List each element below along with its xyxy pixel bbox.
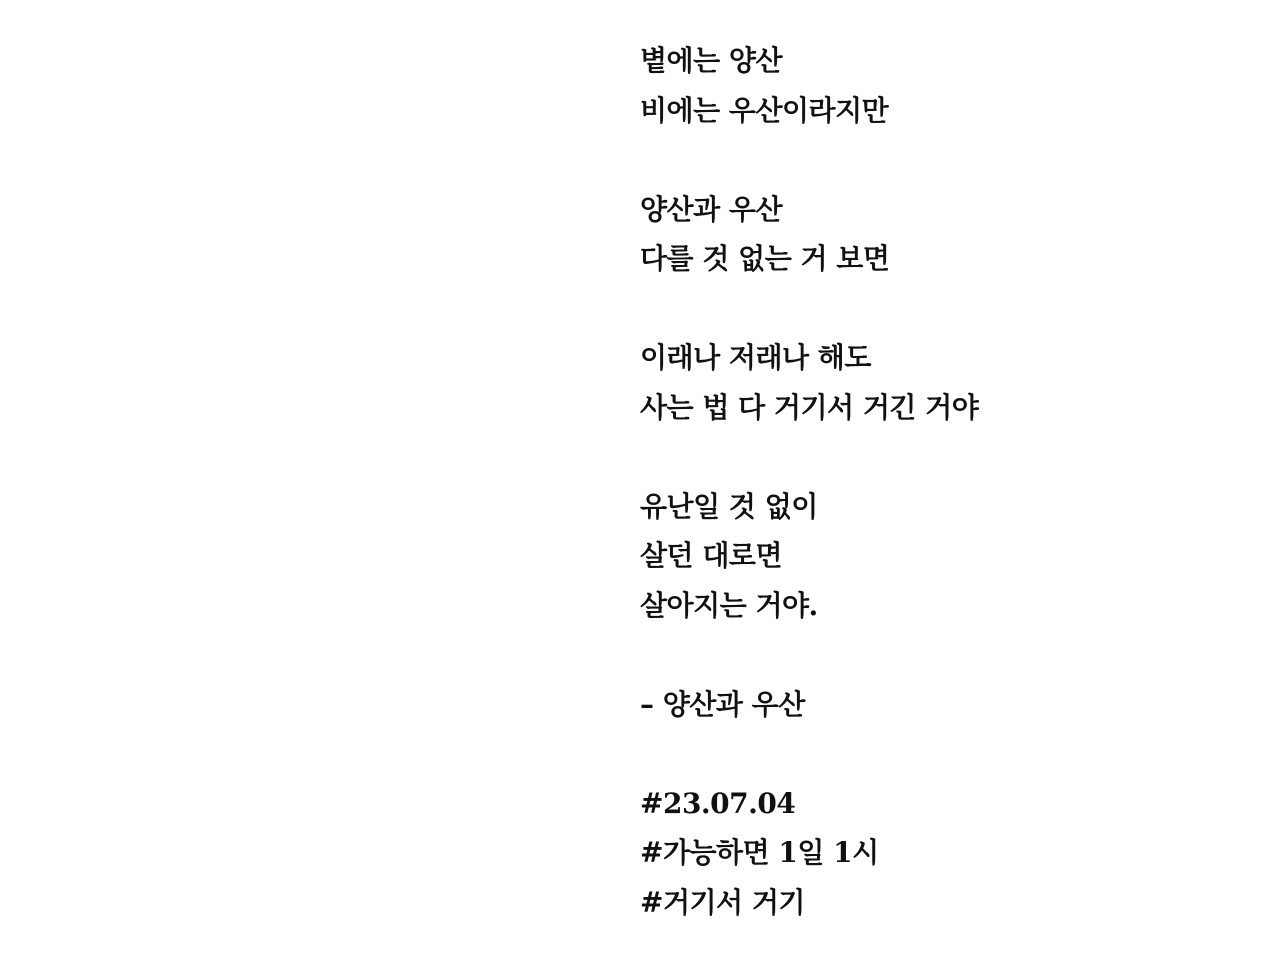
poem-text [640, 36, 1260, 927]
poem-line: 유난일 것 없이 [640, 489, 818, 523]
stanza-gap [640, 630, 1260, 680]
stanza-gap [640, 729, 1260, 779]
stanza-gap [640, 432, 1260, 482]
hashtag: #거기서 거기 [640, 885, 805, 919]
poem-line: 사는 법 다 거기서 거긴 거야 [640, 390, 979, 424]
stanza-1 [640, 36, 1260, 135]
hashtags [640, 779, 1260, 928]
poem-line: 볕에는 양산 [640, 44, 782, 77]
stanza-gap [640, 135, 1260, 185]
poem-line: 비에는 우산이라지만 [640, 93, 889, 127]
poem-line: 양산과 우산 [640, 192, 782, 226]
poem-signature: – 양산과 우산 [640, 687, 805, 721]
poem-line: 이래나 저래나 해도 [640, 341, 871, 374]
stanza-2 [640, 185, 1260, 284]
hashtag: #23.07.04 [640, 786, 796, 820]
hashtag: #가능하면 1일 1시 [640, 836, 879, 869]
poem-line: 다를 것 없는 거 보면 [640, 242, 890, 275]
poem-line: 살아지는 거야. [640, 588, 818, 622]
stanza-3 [640, 333, 1260, 432]
stanza-4 [640, 482, 1260, 631]
stanza-gap [640, 284, 1260, 334]
poem-line: 살던 대로면 [640, 539, 782, 572]
